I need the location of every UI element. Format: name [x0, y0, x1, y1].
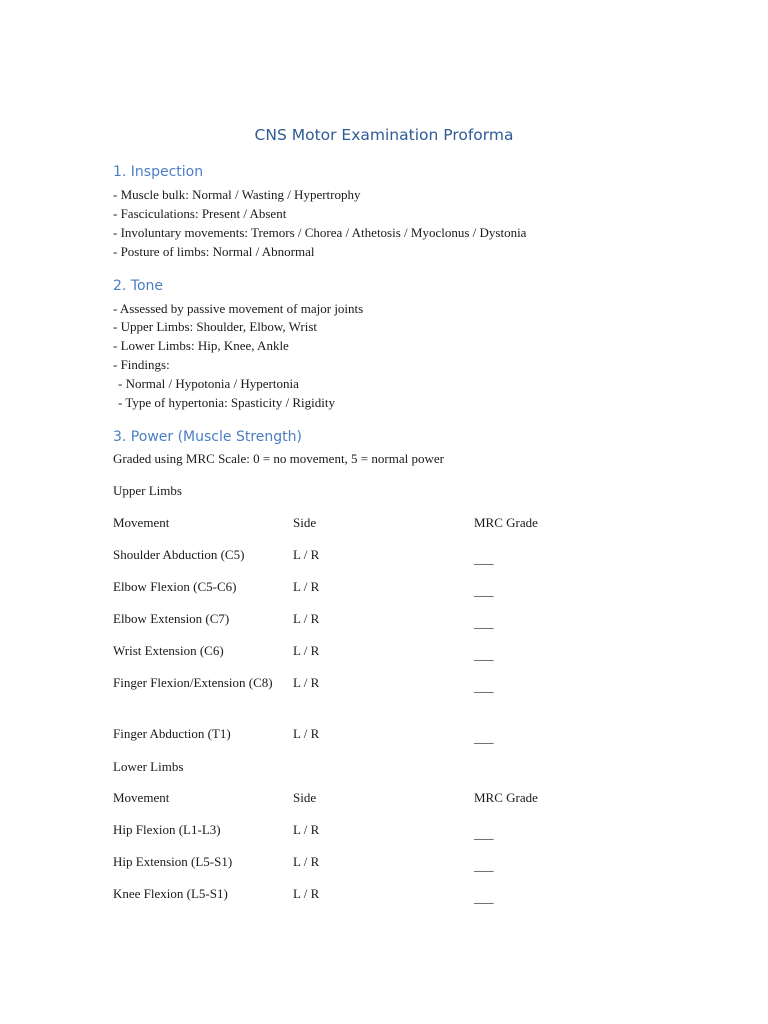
tone-line: - Type of hypertonia: Spasticity / Rigidity — [118, 395, 335, 410]
side-cell: L / R — [293, 675, 320, 690]
inspection-line: - Involuntary movements: Tremors / Chorea / Athetosis / Myoclonus / Dystonia — [113, 225, 527, 240]
section-heading-inspection: 1. Inspection — [113, 164, 204, 180]
movement-cell: Finger Abduction (T1) — [113, 726, 231, 741]
movement-cell: Elbow Flexion (C5-C6) — [113, 579, 237, 594]
column-header-movement: Movement — [113, 790, 170, 805]
column-header-mrc-grade: MRC Grade — [474, 790, 538, 805]
upper-limbs-label: Upper Limbs — [113, 483, 182, 498]
grade-blank: ___ — [474, 890, 494, 905]
inspection-line: - Posture of limbs: Normal / Abnormal — [113, 244, 315, 259]
tone-line: - Upper Limbs: Shoulder, Elbow, Wrist — [113, 319, 318, 334]
inspection-line: - Fasciculations: Present / Absent — [113, 206, 287, 221]
side-cell: L / R — [293, 547, 320, 562]
grade-blank: ___ — [474, 551, 494, 566]
side-cell: L / R — [293, 726, 320, 741]
column-header-movement: Movement — [113, 515, 170, 530]
tone-line: - Normal / Hypotonia / Hypertonia — [118, 376, 299, 391]
grade-blank: ___ — [474, 858, 494, 873]
movement-cell: Wrist Extension (C6) — [113, 643, 224, 658]
movement-cell: Elbow Extension (C7) — [113, 611, 230, 626]
document-title: CNS Motor Examination Proforma — [254, 126, 514, 144]
movement-cell: Finger Flexion/Extension (C8) — [113, 675, 273, 690]
column-header-side: Side — [293, 790, 317, 805]
lower-limbs-label: Lower Limbs — [113, 759, 184, 774]
section-heading-tone: 2. Tone — [113, 278, 164, 294]
movement-cell: Hip Flexion (L1-L3) — [113, 822, 221, 837]
movement-cell: Shoulder Abduction (C5) — [113, 547, 245, 562]
grade-blank: ___ — [474, 583, 494, 598]
tone-line: - Assessed by passive movement of major joints — [113, 301, 364, 316]
side-cell: L / R — [293, 822, 320, 837]
side-cell: L / R — [293, 886, 320, 901]
grade-blank: ___ — [474, 679, 494, 694]
grade-blank: ___ — [474, 647, 494, 662]
tone-line: - Findings: — [113, 357, 170, 372]
section-heading-power: 3. Power (Muscle Strength) — [113, 429, 302, 445]
column-header-mrc-grade: MRC Grade — [474, 515, 538, 530]
side-cell: L / R — [293, 611, 320, 626]
side-cell: L / R — [293, 854, 320, 869]
grade-blank: ___ — [474, 730, 494, 745]
side-cell: L / R — [293, 643, 320, 658]
tone-line: - Lower Limbs: Hip, Knee, Ankle — [113, 338, 289, 353]
movement-cell: Knee Flexion (L5-S1) — [113, 886, 228, 901]
grade-blank: ___ — [474, 826, 494, 841]
grade-blank: ___ — [474, 615, 494, 630]
column-header-side: Side — [293, 515, 317, 530]
inspection-line: - Muscle bulk: Normal / Wasting / Hypertrophy — [113, 187, 361, 202]
movement-cell: Hip Extension (L5-S1) — [113, 854, 233, 869]
power-intro: Graded using MRC Scale: 0 = no movement, 5 = normal power — [113, 451, 444, 466]
side-cell: L / R — [293, 579, 320, 594]
